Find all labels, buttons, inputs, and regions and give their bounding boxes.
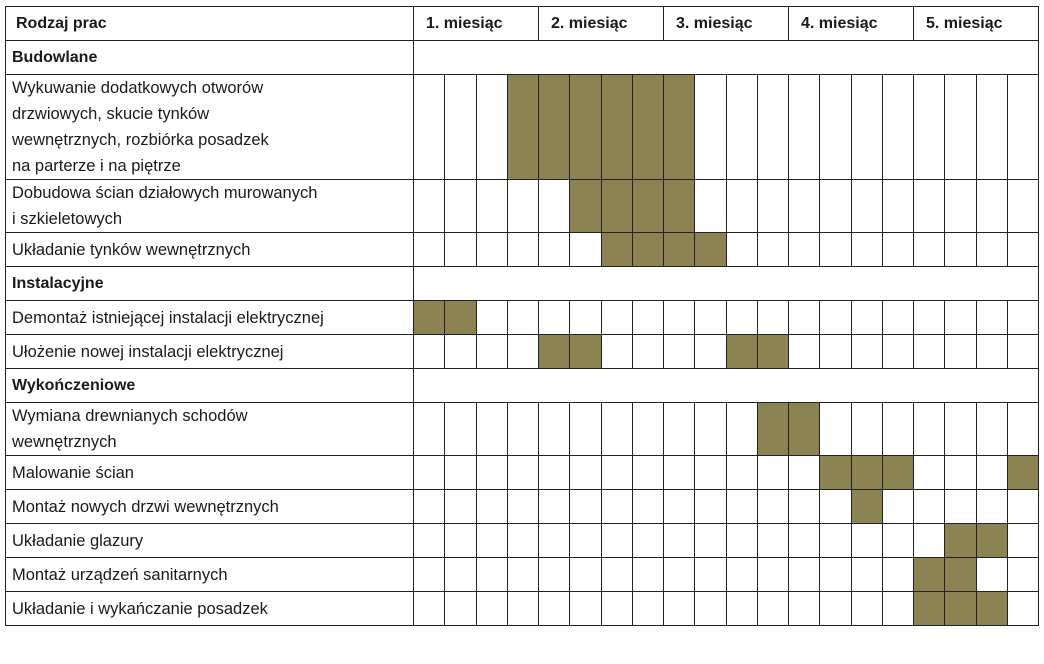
empty-week-cell xyxy=(726,403,757,456)
empty-week-cell xyxy=(789,233,820,267)
section-spacer xyxy=(414,41,1039,75)
scheduled-week-cell xyxy=(445,301,476,335)
empty-week-cell xyxy=(507,180,538,233)
empty-week-cell xyxy=(851,233,882,267)
empty-week-cell xyxy=(476,558,507,592)
empty-week-cell xyxy=(726,301,757,335)
empty-week-cell xyxy=(726,180,757,233)
scheduled-week-cell xyxy=(695,233,726,267)
empty-week-cell xyxy=(789,490,820,524)
scheduled-week-cell xyxy=(882,456,913,490)
task-row xyxy=(6,524,1039,558)
empty-week-cell xyxy=(539,490,570,524)
section-row xyxy=(6,41,1039,75)
scheduled-week-cell xyxy=(726,335,757,369)
section-label: Instalacyjne xyxy=(6,267,414,301)
empty-week-cell xyxy=(414,592,445,626)
task-row xyxy=(6,301,1039,335)
empty-week-cell xyxy=(976,558,1007,592)
empty-week-cell xyxy=(539,403,570,456)
empty-week-cell xyxy=(445,233,476,267)
empty-week-cell xyxy=(664,335,695,369)
scheduled-week-cell xyxy=(757,335,788,369)
empty-week-cell xyxy=(851,403,882,456)
empty-week-cell xyxy=(789,524,820,558)
empty-week-cell xyxy=(820,180,851,233)
empty-week-cell xyxy=(414,524,445,558)
empty-week-cell xyxy=(914,301,945,335)
empty-week-cell xyxy=(601,456,632,490)
empty-week-cell xyxy=(820,403,851,456)
task-label: Układanie glazury xyxy=(6,524,414,558)
empty-week-cell xyxy=(601,592,632,626)
scheduled-week-cell xyxy=(976,524,1007,558)
empty-week-cell xyxy=(882,524,913,558)
empty-week-cell xyxy=(632,558,663,592)
empty-week-cell xyxy=(507,456,538,490)
task-label: Montaż urządzeń sanitarnych xyxy=(6,558,414,592)
empty-week-cell xyxy=(632,335,663,369)
empty-week-cell xyxy=(601,403,632,456)
empty-week-cell xyxy=(945,233,976,267)
empty-week-cell xyxy=(476,335,507,369)
scheduled-week-cell xyxy=(945,592,976,626)
empty-week-cell xyxy=(476,456,507,490)
empty-week-cell xyxy=(820,524,851,558)
empty-week-cell xyxy=(664,403,695,456)
scheduled-week-cell xyxy=(945,558,976,592)
scheduled-week-cell xyxy=(945,524,976,558)
task-row xyxy=(6,490,1039,524)
empty-week-cell xyxy=(945,75,976,180)
empty-week-cell xyxy=(539,558,570,592)
empty-week-cell xyxy=(976,301,1007,335)
task-row xyxy=(6,592,1039,626)
empty-week-cell xyxy=(695,75,726,180)
empty-week-cell xyxy=(882,558,913,592)
empty-week-cell xyxy=(914,180,945,233)
empty-week-cell xyxy=(914,403,945,456)
empty-week-cell xyxy=(539,456,570,490)
task-row xyxy=(6,403,1039,456)
empty-week-cell xyxy=(445,75,476,180)
task-label: Dobudowa ścian działowych murowanych i szkieletowych xyxy=(6,180,414,233)
empty-week-cell xyxy=(726,490,757,524)
empty-week-cell xyxy=(757,558,788,592)
empty-week-cell xyxy=(632,301,663,335)
empty-week-cell xyxy=(851,592,882,626)
empty-week-cell xyxy=(820,301,851,335)
section-row xyxy=(6,267,1039,301)
empty-week-cell xyxy=(414,558,445,592)
section-label: Budowlane xyxy=(6,41,414,75)
empty-week-cell xyxy=(539,524,570,558)
empty-week-cell xyxy=(914,524,945,558)
empty-week-cell xyxy=(539,180,570,233)
empty-week-cell xyxy=(414,490,445,524)
task-row xyxy=(6,456,1039,490)
scheduled-week-cell xyxy=(789,403,820,456)
empty-week-cell xyxy=(945,335,976,369)
empty-week-cell xyxy=(1007,524,1038,558)
empty-week-cell xyxy=(882,490,913,524)
empty-week-cell xyxy=(1007,180,1038,233)
scheduled-week-cell xyxy=(914,592,945,626)
empty-week-cell xyxy=(726,592,757,626)
empty-week-cell xyxy=(945,490,976,524)
empty-week-cell xyxy=(757,301,788,335)
empty-week-cell xyxy=(664,558,695,592)
empty-week-cell xyxy=(445,524,476,558)
empty-week-cell xyxy=(632,490,663,524)
empty-week-cell xyxy=(507,524,538,558)
task-row xyxy=(6,75,1039,180)
empty-week-cell xyxy=(851,524,882,558)
task-label: Montaż nowych drzwi wewnętrznych xyxy=(6,490,414,524)
task-label: Demontaż istniejącej instalacji elektrycznej xyxy=(6,301,414,335)
scheduled-week-cell xyxy=(570,75,601,180)
empty-week-cell xyxy=(820,558,851,592)
empty-week-cell xyxy=(695,180,726,233)
empty-week-cell xyxy=(445,592,476,626)
scheduled-week-cell xyxy=(664,180,695,233)
scheduled-week-cell xyxy=(664,75,695,180)
empty-week-cell xyxy=(882,403,913,456)
empty-week-cell xyxy=(445,335,476,369)
empty-week-cell xyxy=(757,456,788,490)
empty-week-cell xyxy=(976,180,1007,233)
empty-week-cell xyxy=(570,233,601,267)
empty-week-cell xyxy=(726,558,757,592)
task-row xyxy=(6,335,1039,369)
empty-week-cell xyxy=(1007,75,1038,180)
empty-week-cell xyxy=(695,335,726,369)
scheduled-week-cell xyxy=(757,403,788,456)
task-row xyxy=(6,558,1039,592)
scheduled-week-cell xyxy=(507,75,538,180)
empty-week-cell xyxy=(976,403,1007,456)
scheduled-week-cell xyxy=(414,301,445,335)
header-row xyxy=(6,7,1039,41)
empty-week-cell xyxy=(507,233,538,267)
empty-week-cell xyxy=(1007,301,1038,335)
empty-week-cell xyxy=(445,490,476,524)
empty-week-cell xyxy=(414,180,445,233)
empty-week-cell xyxy=(914,490,945,524)
empty-week-cell xyxy=(757,524,788,558)
section-spacer xyxy=(414,369,1039,403)
empty-week-cell xyxy=(789,456,820,490)
empty-week-cell xyxy=(820,592,851,626)
scheduled-week-cell xyxy=(601,75,632,180)
empty-week-cell xyxy=(601,335,632,369)
empty-week-cell xyxy=(695,558,726,592)
empty-week-cell xyxy=(945,180,976,233)
empty-week-cell xyxy=(632,592,663,626)
empty-week-cell xyxy=(695,456,726,490)
empty-week-cell xyxy=(414,335,445,369)
empty-week-cell xyxy=(445,456,476,490)
empty-week-cell xyxy=(476,301,507,335)
month-header-5: 5. miesiąc xyxy=(914,7,1039,41)
empty-week-cell xyxy=(445,403,476,456)
empty-week-cell xyxy=(882,301,913,335)
empty-week-cell xyxy=(476,233,507,267)
empty-week-cell xyxy=(445,180,476,233)
empty-week-cell xyxy=(695,301,726,335)
empty-week-cell xyxy=(945,301,976,335)
empty-week-cell xyxy=(664,301,695,335)
empty-week-cell xyxy=(882,592,913,626)
scheduled-week-cell xyxy=(539,335,570,369)
task-label: Układanie tynków wewnętrznych xyxy=(6,233,414,267)
empty-week-cell xyxy=(851,75,882,180)
empty-week-cell xyxy=(851,301,882,335)
scheduled-week-cell xyxy=(570,335,601,369)
task-label: Malowanie ścian xyxy=(6,456,414,490)
empty-week-cell xyxy=(539,233,570,267)
empty-week-cell xyxy=(976,456,1007,490)
empty-week-cell xyxy=(851,558,882,592)
empty-week-cell xyxy=(914,335,945,369)
empty-week-cell xyxy=(539,592,570,626)
empty-week-cell xyxy=(726,524,757,558)
empty-week-cell xyxy=(820,490,851,524)
empty-week-cell xyxy=(945,456,976,490)
empty-week-cell xyxy=(695,403,726,456)
empty-week-cell xyxy=(726,75,757,180)
scheduled-week-cell xyxy=(632,180,663,233)
scheduled-week-cell xyxy=(570,180,601,233)
empty-week-cell xyxy=(601,524,632,558)
empty-week-cell xyxy=(820,75,851,180)
section-label: Wykończeniowe xyxy=(6,369,414,403)
month-header-4: 4. miesiąc xyxy=(789,7,914,41)
empty-week-cell xyxy=(476,490,507,524)
empty-week-cell xyxy=(664,524,695,558)
scheduled-week-cell xyxy=(632,233,663,267)
empty-week-cell xyxy=(695,490,726,524)
month-header-3: 3. miesiąc xyxy=(664,7,789,41)
task-label: Układanie i wykańczanie posadzek xyxy=(6,592,414,626)
empty-week-cell xyxy=(976,75,1007,180)
empty-week-cell xyxy=(507,403,538,456)
empty-week-cell xyxy=(914,75,945,180)
empty-week-cell xyxy=(851,335,882,369)
empty-week-cell xyxy=(789,558,820,592)
empty-week-cell xyxy=(476,592,507,626)
empty-week-cell xyxy=(789,335,820,369)
empty-week-cell xyxy=(570,403,601,456)
empty-week-cell xyxy=(476,180,507,233)
empty-week-cell xyxy=(1007,233,1038,267)
empty-week-cell xyxy=(757,180,788,233)
empty-week-cell xyxy=(1007,403,1038,456)
empty-week-cell xyxy=(726,456,757,490)
empty-week-cell xyxy=(1007,592,1038,626)
empty-week-cell xyxy=(476,403,507,456)
gantt-schedule-table xyxy=(5,6,1039,626)
empty-week-cell xyxy=(882,233,913,267)
scheduled-week-cell xyxy=(1007,456,1038,490)
empty-week-cell xyxy=(664,592,695,626)
empty-week-cell xyxy=(757,75,788,180)
task-label: Wymiana drewnianych schodów wewnętrznych xyxy=(6,403,414,456)
task-label: Wykuwanie dodatkowych otworów drzwiowych, skucie tynków wewnętrznych, rozbiórka posadzek na parterze i na piętrze xyxy=(6,75,414,180)
empty-week-cell xyxy=(882,75,913,180)
empty-week-cell xyxy=(820,233,851,267)
month-header-1: 1. miesiąc xyxy=(414,7,539,41)
empty-week-cell xyxy=(570,524,601,558)
task-row xyxy=(6,233,1039,267)
work-type-header: Rodzaj prac xyxy=(6,7,414,41)
empty-week-cell xyxy=(632,456,663,490)
empty-week-cell xyxy=(445,558,476,592)
empty-week-cell xyxy=(414,233,445,267)
empty-week-cell xyxy=(632,524,663,558)
section-spacer xyxy=(414,267,1039,301)
empty-week-cell xyxy=(507,490,538,524)
task-row xyxy=(6,180,1039,233)
empty-week-cell xyxy=(507,301,538,335)
empty-week-cell xyxy=(1007,490,1038,524)
scheduled-week-cell xyxy=(664,233,695,267)
empty-week-cell xyxy=(945,403,976,456)
empty-week-cell xyxy=(570,558,601,592)
empty-week-cell xyxy=(507,335,538,369)
empty-week-cell xyxy=(695,592,726,626)
empty-week-cell xyxy=(570,301,601,335)
scheduled-week-cell xyxy=(820,456,851,490)
scheduled-week-cell xyxy=(976,592,1007,626)
empty-week-cell xyxy=(632,403,663,456)
empty-week-cell xyxy=(601,301,632,335)
empty-week-cell xyxy=(1007,335,1038,369)
empty-week-cell xyxy=(1007,558,1038,592)
empty-week-cell xyxy=(726,233,757,267)
empty-week-cell xyxy=(914,233,945,267)
empty-week-cell xyxy=(914,456,945,490)
scheduled-week-cell xyxy=(539,75,570,180)
empty-week-cell xyxy=(570,592,601,626)
empty-week-cell xyxy=(601,558,632,592)
empty-week-cell xyxy=(789,180,820,233)
scheduled-week-cell xyxy=(632,75,663,180)
empty-week-cell xyxy=(570,456,601,490)
empty-week-cell xyxy=(757,490,788,524)
empty-week-cell xyxy=(507,558,538,592)
empty-week-cell xyxy=(851,180,882,233)
empty-week-cell xyxy=(695,524,726,558)
empty-week-cell xyxy=(414,456,445,490)
empty-week-cell xyxy=(601,490,632,524)
empty-week-cell xyxy=(664,456,695,490)
empty-week-cell xyxy=(789,592,820,626)
empty-week-cell xyxy=(570,490,601,524)
month-header-2: 2. miesiąc xyxy=(539,7,664,41)
empty-week-cell xyxy=(664,490,695,524)
scheduled-week-cell xyxy=(601,233,632,267)
scheduled-week-cell xyxy=(851,490,882,524)
empty-week-cell xyxy=(414,403,445,456)
empty-week-cell xyxy=(507,592,538,626)
empty-week-cell xyxy=(789,75,820,180)
empty-week-cell xyxy=(820,335,851,369)
section-row xyxy=(6,369,1039,403)
empty-week-cell xyxy=(882,335,913,369)
task-label: Ułożenie nowej instalacji elektrycznej xyxy=(6,335,414,369)
empty-week-cell xyxy=(789,301,820,335)
empty-week-cell xyxy=(976,490,1007,524)
empty-week-cell xyxy=(976,335,1007,369)
empty-week-cell xyxy=(476,524,507,558)
empty-week-cell xyxy=(539,301,570,335)
empty-week-cell xyxy=(757,592,788,626)
empty-week-cell xyxy=(414,75,445,180)
empty-week-cell xyxy=(882,180,913,233)
empty-week-cell xyxy=(757,233,788,267)
scheduled-week-cell xyxy=(601,180,632,233)
scheduled-week-cell xyxy=(914,558,945,592)
scheduled-week-cell xyxy=(851,456,882,490)
empty-week-cell xyxy=(476,75,507,180)
empty-week-cell xyxy=(976,233,1007,267)
